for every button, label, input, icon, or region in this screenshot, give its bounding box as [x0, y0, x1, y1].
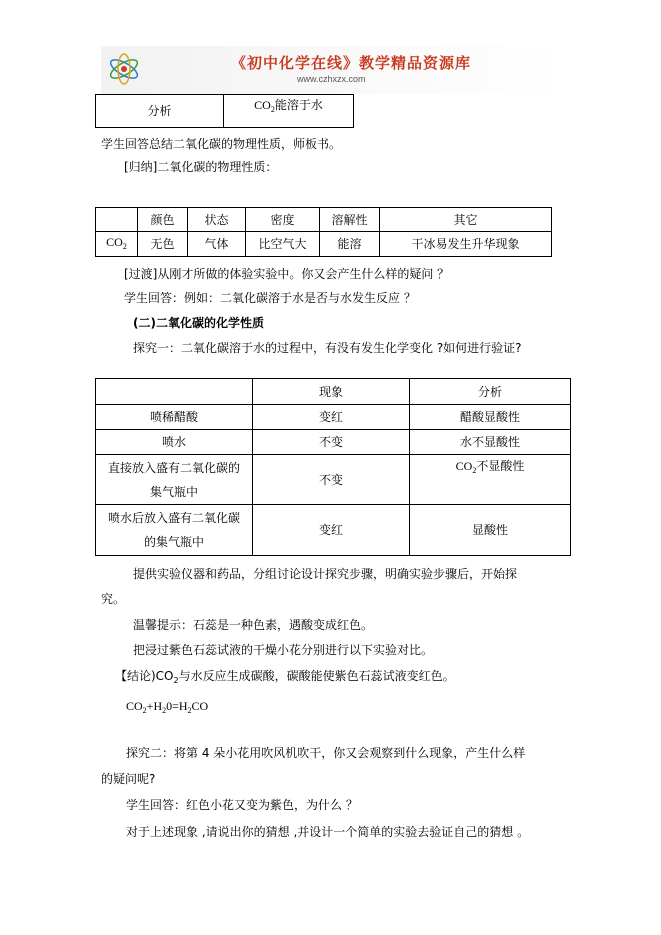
table-row [96, 405, 571, 430]
exp-row2-analysis: 水不显酸性 [410, 430, 571, 455]
top-table-label: 分析 [96, 95, 224, 128]
header-banner [101, 46, 561, 94]
exp-row3-action [96, 455, 253, 505]
exp-row3-phenomenon: 不变 [253, 455, 410, 505]
exp-row3-action-line1: 直接放入盛有二氧化碳的 [107, 460, 240, 475]
hypothesis-text: 对于上述现象 ,请说出你的猜想 ,并设计一个简单的实验去验证自己的猜想 。 [126, 825, 530, 839]
induction-text: [归纳]二氧化碳的物理性质： [124, 160, 278, 174]
props-cell-solubility: 能溶 [320, 232, 380, 257]
top-table-value: $CO_2$能溶于水 [224, 95, 354, 128]
props-header-solubility: 溶解性 [320, 208, 380, 232]
table-row [96, 505, 571, 556]
props-cell-other: 干冰易发生升华现象 [380, 232, 552, 257]
experiment-instruction: 把浸过紫色石蕊试液的干燥小花分别进行以下实验对比。 [133, 643, 434, 657]
exp-header-analysis: 分析 [410, 379, 571, 405]
exp-row4-analysis: 显酸性 [410, 505, 571, 556]
props-header-empty [96, 208, 138, 232]
exp-row2-phenomenon: 不变 [253, 430, 410, 455]
exp-row4-action [96, 505, 253, 556]
student-answer-1: 学生回答：例如：二氧化碳溶于水是否与水发生反应 ？ [124, 291, 416, 305]
exp-row1-phenomenon: 变红 [253, 405, 410, 430]
exp-row1-analysis: 醋酸显酸性 [410, 405, 571, 430]
exploration-2-line1: 探究二：将第 4 朵小花用吹风机吹干，你又会观察到什么现象，产生什么样 [126, 746, 526, 760]
exploration-2-line2: 的疑问呢? [101, 772, 156, 786]
exp-row4-action-line1: 喷水后放入盛有二氧化碳 [107, 511, 240, 525]
procedure-text-line2: 究。 [101, 592, 126, 606]
exp-row4-action-line2: 的集气瓶中 [143, 535, 204, 549]
transition-text: [过渡]从刚才所做的体验实验中。你又会产生什么样的疑问 ？ [124, 267, 450, 281]
section-title: (二)二氧化碳的化学性质 [133, 316, 264, 330]
props-row-label: $CO_2$ [96, 232, 138, 257]
props-header-other: 其它 [380, 208, 552, 232]
banner-url: www.czhxzx.com [297, 74, 366, 84]
props-cell-density: 比空气大 [246, 232, 320, 257]
exp-header-phenomenon: 现象 [253, 379, 410, 405]
table-row [96, 455, 571, 505]
props-header-color: 颜色 [138, 208, 188, 232]
props-cell-color: 无色 [138, 232, 188, 257]
experiment-table [95, 378, 571, 556]
physical-properties-table [95, 207, 552, 257]
conclusion-text: 【结论)$CO_2$与水反应生成碳酸，碳酸能使紫色石蕊试液变红色。 [115, 669, 455, 685]
exp-header-empty [96, 379, 253, 405]
exp-row4-phenomenon: 变红 [253, 505, 410, 556]
chemical-equation: $CO_2+H_20=H_2CO$ [126, 699, 209, 715]
props-header-state: 状态 [188, 208, 246, 232]
banner-title: 《初中化学在线》教学精品资源库 [231, 54, 472, 72]
tip-text: 温馨提示：石蕊是一种色素，遇酸变成红色。 [133, 618, 374, 632]
table-row [96, 430, 571, 455]
top-analysis-table [95, 94, 354, 128]
student-answer-2: 学生回答：红色小花又变为紫色，为什么 ？ [126, 798, 358, 812]
props-header-density: 密度 [246, 208, 320, 232]
exp-row2-action: 喷水 [96, 430, 253, 455]
exp-row3-analysis: $CO_2$不显酸性 [410, 455, 571, 505]
exp-row1-action: 喷稀醋酸 [96, 405, 253, 430]
props-cell-state: 气体 [188, 232, 246, 257]
exp-row3-action-line2: 集气瓶中 [149, 484, 198, 499]
exploration-1-text: 探究一：二氧化碳溶于水的过程中，有没有发生化学变化 ?如何进行验证? [133, 341, 522, 355]
procedure-text-line1: 提供实验仪器和药品，分组讨论设计探究步骤，明确实验步骤后，开始探 [133, 567, 518, 581]
atom-logo-icon [107, 50, 141, 88]
summary-text: 学生回答总结二氧化碳的物理性质，师板书。 [101, 137, 342, 151]
